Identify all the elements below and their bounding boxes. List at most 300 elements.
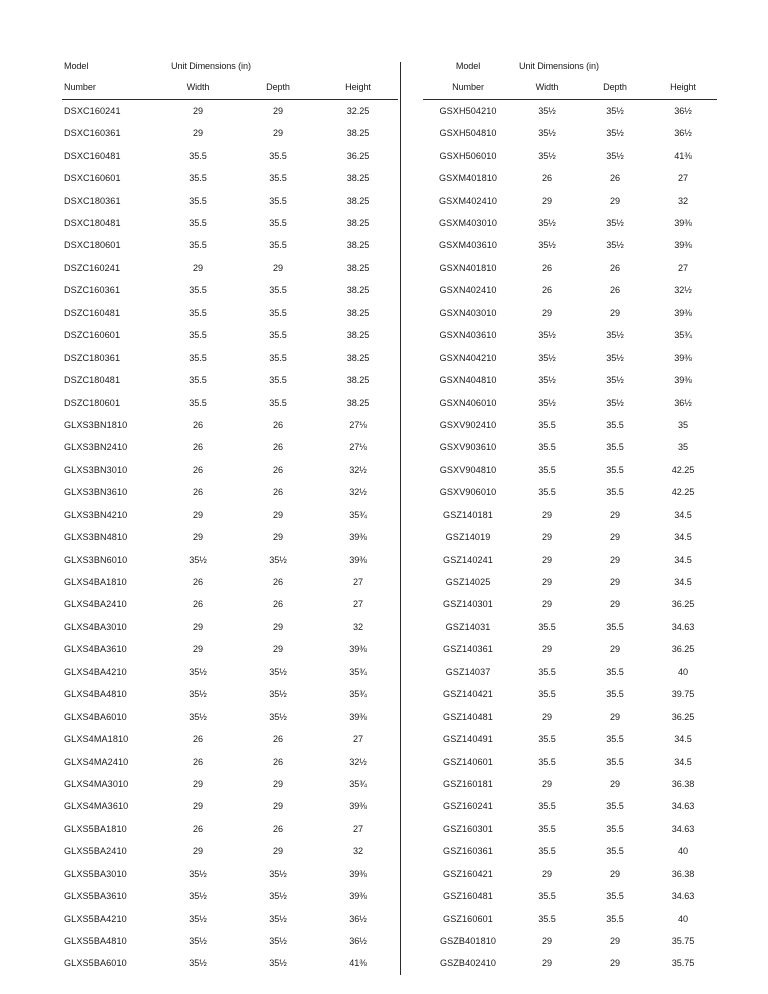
cell-width: 35.5 — [538, 442, 556, 453]
cell-height: 35.75 — [671, 958, 695, 969]
cell-depth: 29 — [609, 577, 620, 588]
cell-model-number: GLXS4BA2410 — [64, 599, 127, 610]
cell-height: 35¾ — [349, 666, 367, 677]
cell-height: 27 — [677, 262, 688, 273]
right-table-body — [423, 100, 717, 976]
cell-model-number: GSXH504210 — [439, 105, 497, 116]
cell-depth: 35.5 — [269, 150, 287, 161]
right-spec-table — [423, 62, 717, 975]
cell-model-number: GSZ160421 — [443, 868, 493, 879]
table-row — [62, 302, 398, 324]
cell-width: 35½ — [189, 554, 207, 565]
left-header-row-1 — [62, 62, 398, 83]
cell-width: 29 — [541, 711, 552, 722]
cell-depth: 26 — [609, 262, 620, 273]
table-row — [62, 728, 398, 750]
table-row — [62, 661, 398, 683]
cell-height: 39⅜ — [674, 240, 692, 251]
cell-model-number: GSXV902410 — [439, 419, 497, 430]
cell-height: 34.63 — [671, 801, 695, 812]
cell-model-number: DSZC160241 — [64, 262, 121, 273]
cell-depth: 35.5 — [269, 218, 287, 229]
cell-width: 35.5 — [189, 285, 207, 296]
table-row — [62, 639, 398, 661]
left-header-height: Height — [318, 83, 398, 100]
cell-height: 35¾ — [349, 689, 367, 700]
cell-model-number: GSZ14019 — [445, 532, 491, 543]
right-header-model-line2: Number — [423, 83, 513, 100]
cell-model-number: GLXS4MA3610 — [64, 801, 129, 812]
cell-depth: 29 — [609, 307, 620, 318]
cell-depth: 35½ — [606, 352, 624, 363]
cell-model-number: DSZC160481 — [64, 307, 121, 318]
cell-depth: 29 — [272, 509, 283, 520]
cell-depth: 35.5 — [606, 689, 624, 700]
cell-model-number: GLXS5BA3610 — [64, 891, 127, 902]
cell-depth: 35.5 — [269, 285, 287, 296]
cell-depth: 35.5 — [606, 621, 624, 632]
cell-height: 35.75 — [671, 936, 695, 947]
cell-width: 29 — [541, 307, 552, 318]
cell-height: 27 — [353, 599, 364, 610]
cell-width: 35½ — [538, 330, 556, 341]
cell-model-number: GLXS4BA3610 — [64, 644, 127, 655]
right-header-unit-dimensions: Unit Dimensions (in) — [519, 61, 599, 71]
table-row — [62, 414, 398, 436]
cell-height: 36.38 — [671, 868, 695, 879]
cell-model-number: GLXS4MA1810 — [64, 734, 129, 745]
cell-width: 26 — [541, 262, 552, 273]
cell-depth: 35.5 — [269, 173, 287, 184]
cell-depth: 35½ — [606, 105, 624, 116]
cell-height: 34.5 — [674, 734, 692, 745]
table-row — [423, 728, 717, 750]
cell-width: 29 — [192, 846, 203, 857]
cell-width: 35½ — [538, 105, 556, 116]
cell-depth: 26 — [272, 756, 283, 767]
cell-model-number: GLXS3BN3010 — [64, 464, 128, 475]
cell-depth: 35½ — [606, 150, 624, 161]
cell-model-number: GSZ140361 — [443, 644, 493, 655]
cell-height: 41⅜ — [674, 150, 692, 161]
cell-model-number: GSXM403010 — [438, 218, 498, 229]
cell-depth: 29 — [272, 105, 283, 116]
cell-model-number: GLXS4MA3010 — [64, 778, 129, 789]
cell-model-number: GSZ140481 — [443, 711, 493, 722]
cell-depth: 35.5 — [606, 756, 624, 767]
cell-height: 36½ — [349, 936, 367, 947]
cell-depth: 26 — [609, 285, 620, 296]
cell-width: 26 — [192, 464, 203, 475]
table-row — [62, 190, 398, 212]
cell-depth: 35½ — [606, 397, 624, 408]
cell-depth: 35½ — [606, 128, 624, 139]
cell-width: 26 — [192, 823, 203, 834]
cell-height: 34.63 — [671, 823, 695, 834]
cell-height: 39⅜ — [674, 352, 692, 363]
cell-model-number: GLXS3BN3610 — [64, 487, 128, 498]
left-spec-table — [62, 62, 398, 975]
table-row — [62, 527, 398, 549]
cell-height: 39⅜ — [349, 532, 367, 543]
cell-model-number: GSXN404210 — [439, 352, 497, 363]
cell-depth: 29 — [609, 195, 620, 206]
table-row — [62, 796, 398, 818]
left-header-row-2 — [62, 83, 398, 100]
cell-width: 35½ — [538, 150, 556, 161]
cell-depth: 26 — [272, 419, 283, 430]
cell-width: 26 — [192, 419, 203, 430]
cell-width: 35½ — [538, 352, 556, 363]
cell-width: 35.5 — [538, 846, 556, 857]
table-row — [423, 639, 717, 661]
right-spec-table-block — [400, 62, 717, 975]
cell-depth: 26 — [272, 487, 283, 498]
cell-depth: 35.5 — [606, 913, 624, 924]
table-row — [423, 100, 717, 123]
cell-height: 41⅜ — [349, 958, 367, 969]
table-row — [423, 527, 717, 549]
table-row — [423, 235, 717, 257]
cell-height: 27 — [353, 577, 364, 588]
cell-width: 35½ — [538, 128, 556, 139]
cell-model-number: GSZB401810 — [439, 936, 497, 947]
cell-height: 38.25 — [346, 375, 370, 386]
table-row — [423, 706, 717, 728]
cell-model-number: GSZ160181 — [443, 778, 493, 789]
table-row — [62, 347, 398, 369]
cell-height: 36½ — [674, 105, 692, 116]
cell-width: 35.5 — [538, 734, 556, 745]
cell-model-number: DSZC180601 — [64, 397, 121, 408]
cell-height: 32 — [677, 195, 688, 206]
cell-height: 40 — [677, 666, 688, 677]
cell-width: 35½ — [538, 397, 556, 408]
cell-width: 35½ — [189, 958, 207, 969]
right-header-depth: Depth — [581, 83, 649, 100]
table-row — [62, 841, 398, 863]
cell-model-number: DSXC160481 — [64, 150, 121, 161]
table-row — [423, 437, 717, 459]
cell-width: 35½ — [189, 936, 207, 947]
spec-tables-container — [62, 62, 708, 975]
cell-depth: 26 — [272, 599, 283, 610]
cell-height: 36½ — [349, 913, 367, 924]
table-row — [423, 257, 717, 279]
right-header-model-line1: Model — [455, 61, 481, 71]
cell-model-number: GSXN404810 — [439, 375, 497, 386]
table-row — [423, 841, 717, 863]
cell-width: 29 — [192, 105, 203, 116]
table-row — [423, 684, 717, 706]
table-row — [423, 482, 717, 504]
cell-width: 29 — [192, 262, 203, 273]
cell-model-number: DSZC180481 — [64, 375, 121, 386]
cell-height: 27 — [353, 734, 364, 745]
right-header-row-1 — [423, 62, 717, 83]
cell-height: 39⅜ — [674, 375, 692, 386]
cell-width: 26 — [541, 285, 552, 296]
cell-height: 34.63 — [671, 621, 695, 632]
cell-width: 35.5 — [189, 352, 207, 363]
cell-height: 32.25 — [346, 105, 370, 116]
table-row — [62, 616, 398, 638]
cell-height: 34.63 — [671, 891, 695, 902]
table-row — [62, 145, 398, 167]
table-row — [62, 908, 398, 930]
cell-depth: 29 — [609, 644, 620, 655]
table-row — [423, 190, 717, 212]
cell-height: 36.25 — [671, 711, 695, 722]
cell-width: 29 — [192, 644, 203, 655]
cell-width: 29 — [192, 128, 203, 139]
cell-model-number: GSZ14025 — [445, 577, 491, 588]
cell-height: 39⅜ — [349, 801, 367, 812]
cell-depth: 26 — [272, 734, 283, 745]
table-row — [62, 684, 398, 706]
cell-height: 32½ — [349, 756, 367, 767]
cell-depth: 29 — [272, 644, 283, 655]
table-row — [62, 818, 398, 840]
table-row — [423, 661, 717, 683]
table-row — [423, 392, 717, 414]
cell-depth: 35½ — [269, 689, 287, 700]
cell-model-number: GSXM403610 — [438, 240, 498, 251]
cell-height: 34.5 — [674, 554, 692, 565]
cell-model-number: GLXS4BA3010 — [64, 621, 127, 632]
cell-width: 35½ — [538, 218, 556, 229]
cell-width: 29 — [541, 644, 552, 655]
table-row — [423, 773, 717, 795]
cell-depth: 35.5 — [606, 442, 624, 453]
table-row — [423, 751, 717, 773]
cell-depth: 35.5 — [606, 419, 624, 430]
cell-depth: 35.5 — [606, 823, 624, 834]
cell-model-number: GSXH504810 — [439, 128, 497, 139]
cell-model-number: GSXN403010 — [439, 307, 497, 318]
cell-model-number: GLXS4BA1810 — [64, 577, 127, 588]
cell-depth: 35½ — [606, 330, 624, 341]
table-row — [62, 751, 398, 773]
table-row — [423, 549, 717, 571]
cell-width: 29 — [541, 599, 552, 610]
table-row — [62, 482, 398, 504]
cell-height: 38.25 — [346, 262, 370, 273]
table-row — [62, 123, 398, 145]
cell-model-number: GLXS3BN4210 — [64, 509, 128, 520]
cell-width: 26 — [192, 599, 203, 610]
cell-depth: 26 — [272, 577, 283, 588]
cell-height: 34.5 — [674, 756, 692, 767]
left-header-unit-dimensions: Unit Dimensions (in) — [171, 61, 251, 71]
cell-depth: 35.5 — [606, 487, 624, 498]
cell-depth: 35½ — [269, 958, 287, 969]
cell-model-number: GSZ160601 — [443, 913, 493, 924]
cell-depth: 29 — [272, 621, 283, 632]
cell-model-number: GSZ160481 — [443, 891, 493, 902]
cell-height: 39⅜ — [349, 554, 367, 565]
cell-width: 35.5 — [538, 419, 556, 430]
table-row — [62, 325, 398, 347]
table-row — [423, 908, 717, 930]
cell-height: 36.38 — [671, 778, 695, 789]
cell-depth: 29 — [272, 262, 283, 273]
cell-width: 35.5 — [189, 173, 207, 184]
table-row — [62, 280, 398, 302]
cell-height: 27⅛ — [349, 419, 367, 430]
cell-depth: 35.5 — [606, 801, 624, 812]
cell-model-number: GLXS3BN6010 — [64, 554, 128, 565]
cell-width: 35.5 — [538, 823, 556, 834]
cell-depth: 29 — [609, 711, 620, 722]
left-spec-table-block — [62, 62, 400, 975]
table-row — [423, 302, 717, 324]
cell-model-number: GSXN406010 — [439, 397, 497, 408]
table-row — [62, 459, 398, 481]
cell-depth: 29 — [272, 778, 283, 789]
cell-width: 29 — [541, 577, 552, 588]
cell-height: 34.5 — [674, 532, 692, 543]
table-row — [423, 594, 717, 616]
cell-model-number: DSXC180481 — [64, 218, 121, 229]
cell-height: 38.25 — [346, 307, 370, 318]
cell-height: 39⅜ — [349, 644, 367, 655]
table-row — [62, 369, 398, 391]
cell-width: 35½ — [189, 913, 207, 924]
cell-height: 38.25 — [346, 195, 370, 206]
cell-width: 29 — [541, 195, 552, 206]
table-row — [423, 571, 717, 593]
cell-model-number: DSXC160601 — [64, 173, 121, 184]
cell-width: 35.5 — [189, 375, 207, 386]
cell-width: 35.5 — [189, 240, 207, 251]
cell-depth: 26 — [272, 464, 283, 475]
cell-height: 38.25 — [346, 397, 370, 408]
cell-height: 32 — [353, 846, 364, 857]
cell-height: 34.5 — [674, 577, 692, 588]
cell-model-number: GLXS5BA4210 — [64, 913, 127, 924]
cell-height: 27 — [677, 173, 688, 184]
cell-depth: 29 — [609, 509, 620, 520]
cell-width: 35½ — [538, 375, 556, 386]
cell-depth: 35½ — [269, 891, 287, 902]
cell-width: 29 — [541, 958, 552, 969]
cell-depth: 35½ — [269, 868, 287, 879]
cell-width: 35.5 — [189, 195, 207, 206]
cell-width: 35.5 — [538, 464, 556, 475]
cell-depth: 35.5 — [269, 397, 287, 408]
cell-width: 29 — [541, 509, 552, 520]
cell-height: 40 — [677, 913, 688, 924]
table-row — [62, 549, 398, 571]
cell-width: 35½ — [189, 868, 207, 879]
cell-model-number: GSXM401810 — [438, 173, 498, 184]
cell-height: 38.25 — [346, 173, 370, 184]
cell-width: 29 — [541, 532, 552, 543]
cell-width: 29 — [192, 509, 203, 520]
table-row — [423, 414, 717, 436]
table-row — [423, 886, 717, 908]
cell-height: 27 — [353, 823, 364, 834]
cell-height: 35 — [677, 419, 688, 430]
table-row — [423, 212, 717, 234]
cell-width: 26 — [192, 756, 203, 767]
cell-model-number: DSZC180361 — [64, 352, 121, 363]
cell-height: 39⅜ — [674, 307, 692, 318]
cell-height: 38.25 — [346, 128, 370, 139]
cell-width: 29 — [541, 554, 552, 565]
cell-model-number: GSXH506010 — [439, 150, 497, 161]
table-row — [62, 706, 398, 728]
table-row — [423, 369, 717, 391]
cell-height: 36½ — [674, 128, 692, 139]
cell-height: 39⅜ — [349, 711, 367, 722]
cell-height: 35¾ — [674, 330, 692, 341]
cell-height: 42.25 — [671, 464, 695, 475]
table-row — [423, 504, 717, 526]
cell-model-number: GLXS4MA2410 — [64, 756, 129, 767]
cell-depth: 35.5 — [606, 464, 624, 475]
cell-width: 35½ — [189, 891, 207, 902]
table-row — [423, 459, 717, 481]
cell-depth: 26 — [609, 173, 620, 184]
cell-depth: 26 — [272, 823, 283, 834]
cell-model-number: GSZ14031 — [445, 621, 491, 632]
cell-model-number: GSZ160361 — [443, 846, 493, 857]
table-row — [62, 257, 398, 279]
cell-model-number: GLXS4BA4210 — [64, 666, 127, 677]
table-row — [423, 123, 717, 145]
table-row — [62, 773, 398, 795]
cell-depth: 29 — [272, 128, 283, 139]
cell-depth: 35.5 — [269, 352, 287, 363]
cell-depth: 35.5 — [606, 846, 624, 857]
left-table-body — [62, 100, 398, 976]
cell-height: 35 — [677, 442, 688, 453]
cell-depth: 35.5 — [269, 307, 287, 318]
cell-model-number: GSXV906010 — [439, 487, 497, 498]
cell-width: 29 — [541, 868, 552, 879]
cell-depth: 29 — [272, 801, 283, 812]
cell-model-number: GLXS3BN4810 — [64, 532, 128, 543]
table-row — [423, 616, 717, 638]
cell-depth: 35½ — [606, 218, 624, 229]
cell-model-number: DSXC160361 — [64, 128, 121, 139]
table-row — [62, 953, 398, 975]
cell-depth: 35½ — [269, 554, 287, 565]
table-row — [423, 953, 717, 975]
cell-width: 35.5 — [189, 307, 207, 318]
cell-model-number: GLXS3BN1810 — [64, 419, 128, 430]
cell-height: 32½ — [349, 464, 367, 475]
cell-height: 35¾ — [349, 778, 367, 789]
cell-model-number: DSXC160241 — [64, 105, 121, 116]
cell-model-number: GLXS4BA6010 — [64, 711, 127, 722]
cell-height: 32½ — [349, 487, 367, 498]
cell-height: 36.25 — [671, 599, 695, 610]
cell-height: 38.25 — [346, 330, 370, 341]
cell-model-number: GSXN401810 — [439, 262, 497, 273]
cell-width: 35.5 — [538, 913, 556, 924]
cell-height: 34.5 — [674, 509, 692, 520]
cell-height: 40 — [677, 846, 688, 857]
cell-depth: 35.5 — [606, 891, 624, 902]
table-row — [423, 280, 717, 302]
table-row — [62, 168, 398, 190]
right-table-head — [423, 62, 717, 100]
cell-width: 29 — [541, 778, 552, 789]
cell-depth: 35.5 — [269, 375, 287, 386]
